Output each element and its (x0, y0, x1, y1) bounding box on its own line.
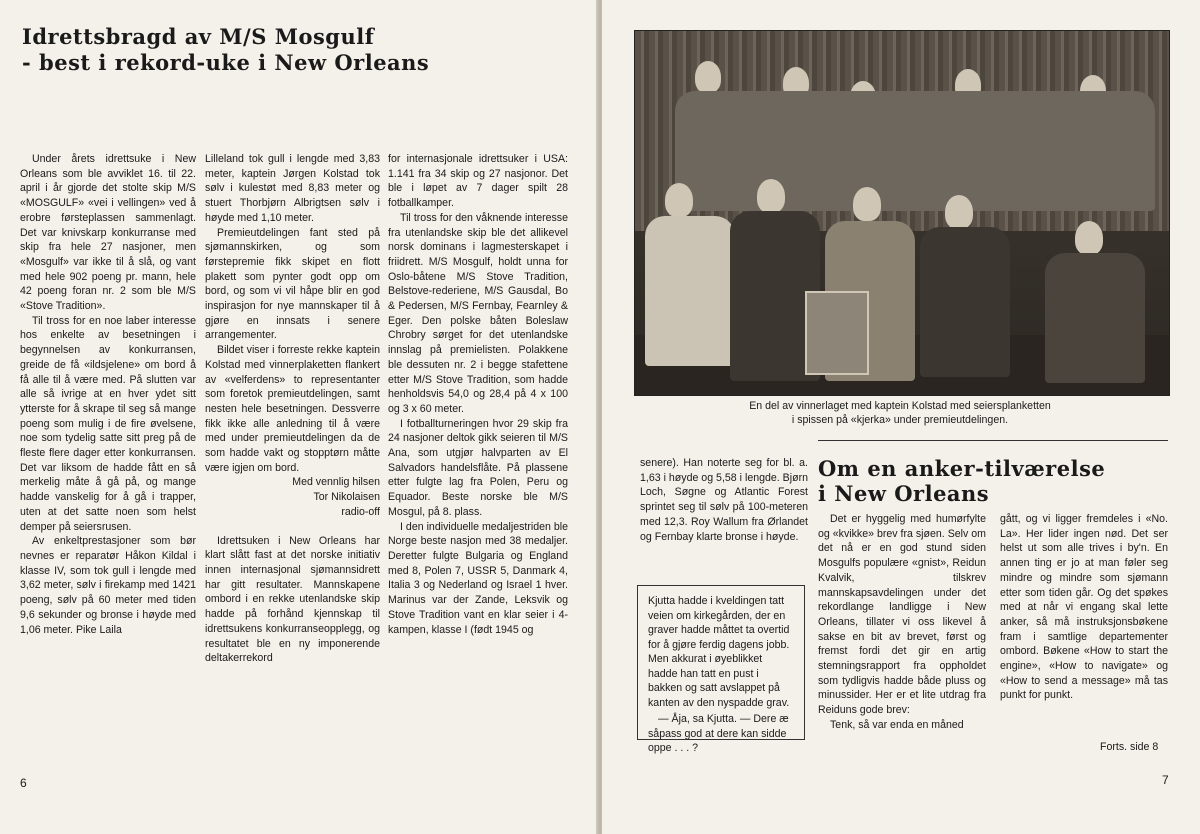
left-page (0, 0, 598, 834)
article-column-3 (388, 152, 568, 637)
person-head (665, 183, 693, 217)
paragraph: Bildet viser i forreste rekke kaptein Kolstad med vinnerplaketten flankert av «velferdens» to representanter som foretok premieutdelingen, samt nesten hele besetningen. Dessverre fikk ikke alle anledning til å være med under premieutdelingen da de som hadde vakt og stopptørn måtte være igjen om bord. (205, 344, 380, 474)
photo-caption (650, 400, 1150, 427)
paragraph: for internasjonale idrettsuker i USA: 1.141 fra 34 skip og 27 nasjonor. Det ble i løpet av 7 dager spilt 28 fotballkamper. (388, 153, 568, 210)
paragraph: Av enkeltprestasjoner som bør nevnes er reparatør Håkon Kildal i klasse IV, som tok gull i lengde med 3,62 meter, sølv i firekamp med 1421 poeng, sølv på 60 meter med tiden 9,6 sekunder og bronse i høyde med 1,06 meter. Pike Laila (20, 535, 196, 636)
signature-name: Tor Nikolaisen (313, 491, 380, 504)
box-text: Kjutta hadde i kveldingen tatt veien om kirkegården, der en graver hadde måttet ta overtid for å gjøre ferdig dagens jobb. Men akkurat i øyeblikket hadde han tatt en pust i bakken og satt avslappet på kanten av den nyspadde grav. (648, 595, 790, 709)
person-body (645, 216, 735, 366)
person-head (757, 179, 785, 213)
page-number: 6 (20, 776, 27, 790)
caption-line-1: En del av vinnerlaget med kaptein Kolstad med seiersplanketten (749, 400, 1051, 412)
person-body (920, 227, 1010, 377)
continuation-column (640, 456, 808, 544)
paragraph: I den individuelle medaljestriden ble Norge beste nasjon med 38 medaljer. Deretter fulgte Bulgaria og England med 8, Polen 7, USSR 5, Danmark 4, Italia 3 og Nederland og Israel 1 hver. Marinus var der Zande, Leksvik og Stove Tradition vant en klar seier i 4-kampen, klasse I (født 1945 og (388, 520, 568, 636)
person-head (853, 187, 881, 221)
team-photo (634, 30, 1170, 396)
person-head (1075, 221, 1103, 255)
letter-column-2 (1000, 512, 1168, 703)
article-column-2 (205, 152, 380, 666)
headline-line-1: Idrettsbragd av M/S Mosgulf (22, 24, 375, 49)
caption-line-2: i spissen på «kjerka» under premieutdelingen. (791, 413, 1009, 426)
paragraph: I fotballturneringen hvor 29 skip fra 24 nasjoner deltok gikk seieren til M/S Ana, som utgjør halvparten av El Salvadors handelsflåte. På plassene etter fulgte lag fra Polen, Peru og Equador. Beste norske ble M/S Mosgul, på 8. plass. (388, 417, 568, 518)
article-headline-right (818, 456, 1168, 506)
paragraph: Til tross for den våknende interesse fra utenlandske skip ble det allikevel norsk dominans i lagmesterskapet i friidrett. M/S Mosgulf, holdt unna for Oslo-båtene M/S Stove Tradition, Belstove-rederiene, M/S Gausdal, Bo & Pedersen, M/S Fernbay, Fearnley & Eger. Den polske båten Boleslaw Chrobry sørget for det utenlandske innslag på premielisten. Polakkene ble dessuten nr. 2 i begge stafettene etter M/S Stove Tradition, som hadde henholdsvis 54,0 og 28,4 på 4 x 100 og 3 x 60 meter. (388, 211, 568, 415)
paragraph: Lilleland tok gull i lengde med 3,83 meter, kaptein Jørgen Kolstad tok sølv i kulestøt med 8,83 meter og stuert Thorbjørn Albrigtsen sølv i høyde med 1,10 meter. (205, 153, 380, 224)
headline-line-2: i New Orleans (818, 481, 990, 506)
paragraph: Under årets idrettsuke i New Orleans som ble avviklet 16. til 22. april i år gjorde det stolte skip M/S «MOSGULF» «vei i vellingen» ved å erobre førsteplassen sammenlagt. Det var knivskarp konkurranse med skip fra hele 27 nasjoner, men «Mosgulf» var ikke til å slå, og vant med hele 902 poeng pr. mann, hele 42 poeng foran nr. 2 som ble M/S «Stove Tradition». (20, 153, 196, 313)
paragraph: senere). Han noterte seg for bl. a. 1,63 i høyde og 5,58 i lengde. Bjørn Loch, Søgne og Atlantic Forest sprintet seg til sølv på 100-meteren med 12,3. Roy Wallum fra Ørlandet og Fernbay klarte bronse i høyde. (640, 457, 808, 543)
paragraph: gått, og vi ligger fremdeles i «No. La». Her lider ingen nød. Det ser helst ut som alle trives i by'n. En annen ting er jo at man føler seg mindre og mindre som sjømann etter som tiden går. Og det spøkes med at når vi engang skal lette anker, så må instruksjonsbøkene fram i samtlige departementer ombord. Bøkene «How to start the engine», «How to navigate» og «How to send a message» må tas punkt for punkt. (1000, 513, 1168, 702)
headline-line-2: - best i rekord-uke i New Orleans (22, 50, 430, 75)
person-head (695, 61, 721, 93)
person-head (945, 195, 973, 229)
paragraph: Det er hyggelig med humørfylte og «kvikke» brev fra sjøen. Selv om det nå er en god stund siden Mosgulfs populære «gnist», Reidun Kvalvik, tilskrev mannskapsavdelingen under det rekordlange landligge i New Orleans, tillater vi oss likevel å sakse en bit av brevet, først og fremst fordi det gir en artig stemningsrapport fra oppholdet som tydligvis hadde både pluss og minussider. Her er et lite utdrag fra Reiduns gode brev: (818, 513, 986, 717)
box-dialog: — Åja, sa Kjutta. — Dere æ såpass god at dere kan sidde oppe . . . ? (648, 713, 789, 754)
headline-line-1: Om en anker-tilværelse (818, 456, 1106, 481)
person-body (1045, 253, 1145, 383)
signature-title: radio-off (341, 505, 380, 518)
page-number: 7 (1162, 773, 1169, 787)
paragraph: Premieutdelingen fant sted på sjømannskirken, og som førstepremie fikk skipet en flott plakett som pynter godt opp om bord, og som vi vil håpe blir en god inspirasjon for nye mannskaper til å gjøre en innsats i senere arrangementer. (205, 226, 380, 342)
paragraph: Til tross for en noe laber interesse hos enkelte av besetningen i begynnelsen av konkurransen, greide de få «ildsjelene» om bord å få alle til å være med. På slutten var alle så ivrige at en hver ydet sitt ytterste for å skrape til seg så mange poeng som mulig i de fire øvelsene, noe som tydelig satte sitt preg på de fleste flere dager etter konkurransen. Det var liksom de hadde fått en så merkelig måte å gå på, og mange hadde vanskelig for å gå i trapper, uten at det satte noen som helst demper på seiersrusen. (20, 314, 196, 533)
article-column-1 (20, 152, 196, 637)
section-divider (818, 440, 1168, 441)
article-headline (22, 24, 582, 76)
continued-note: Forts. side 8 (1100, 741, 1159, 753)
paragraph: Tenk, så var enda en måned (830, 718, 964, 731)
anecdote-box (637, 585, 805, 754)
letter-column-1 (818, 512, 986, 733)
paragraph: Idrettsuken i New Orleans har klart slått fast at det norske initiativ innen internasjonal sjømannsidrett har gitt resultater. Mannskapene ombord i en rekke utenlandske skip hadde på forhånd kjennskap til idrettsukens konkurranseopplegg, og resultatet ble en ny imponerende deltakerrekord (205, 534, 380, 665)
back-row-bodies (675, 91, 1155, 211)
winner-plaque (805, 291, 869, 375)
signature-greeting: Med vennlig hilsen (292, 476, 380, 489)
